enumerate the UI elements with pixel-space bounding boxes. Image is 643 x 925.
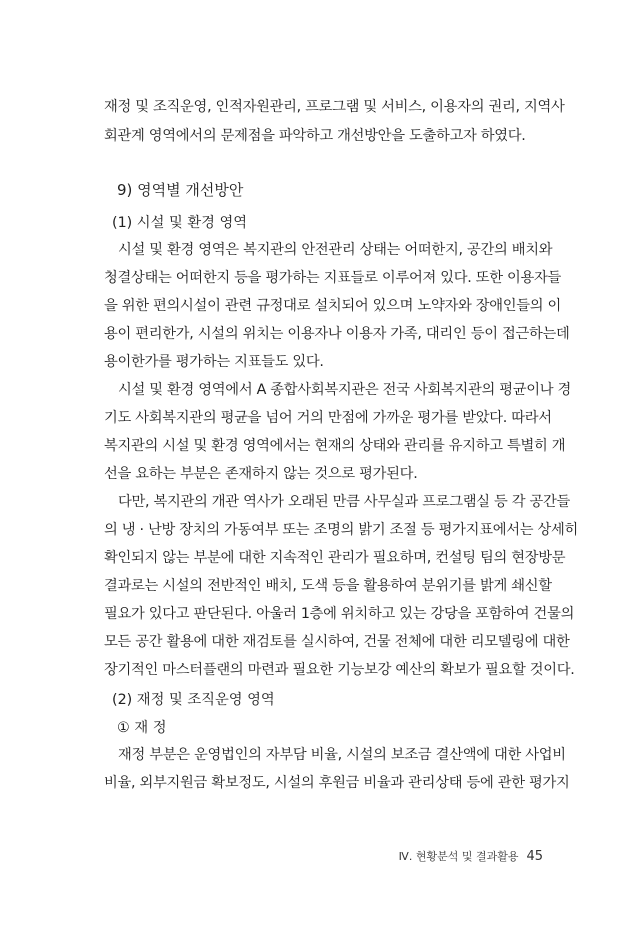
body-line: 확인되지 않는 부분에 대한 지속적인 관리가 필요하며, 컨설팅 팀의 현장방문 [104, 550, 566, 566]
body-line: 기도 사회복지관의 평균을 넘어 거의 만점에 가까운 평가를 받았다. 따라서 [104, 410, 552, 426]
body-line: 결과로는 시설의 전반적인 배치, 도색 등을 활용하여 분위기를 밝게 쇄신할 [104, 578, 552, 594]
body-line: 다만, 복지관의 개관 역사가 오래된 만큼 사무실과 프로그램실 등 각 공간들 [118, 494, 571, 510]
body-line: 장기적인 마스터플랜의 마련과 필요한 기능보강 예산의 확보가 필요할 것이다. [104, 662, 575, 678]
body-line: 재정 부분은 운영법인의 자부담 비율, 시설의 보조금 결산액에 대한 사업비 [118, 747, 566, 763]
subsection-heading: (1) 시설 및 환경 영역 [112, 215, 248, 231]
body-line: 선을 요하는 부분은 존재하지 않는 것으로 평가된다. [104, 466, 418, 482]
body-line: 청결상태는 어떠한지 등을 평가하는 지표들로 이루어져 있다. 또한 이용자들 [104, 270, 562, 286]
footer-chapter: Ⅳ. 현황분석 및 결과활용 [398, 850, 519, 863]
body-line: 모든 공간 활용에 대한 재검토를 실시하여, 건물 전체에 대한 리모델링에 대한 [104, 634, 570, 650]
numbered-item: ① 재 정 [117, 720, 167, 736]
body-line: 용이 편리한가, 시설의 위치는 이용자나 이용자 가족, 대리인 등이 접근하는데 [104, 326, 570, 342]
body-line: 필요가 있다고 판단된다. 아울러 1층에 위치하고 있는 강당을 포함하여 건물의 [104, 606, 575, 622]
body-line: 을 위한 편의시설이 관련 규정대로 설치되어 있으며 노약자와 장애인들의 이 [104, 298, 562, 314]
body-line: 의 냉 · 난방 장치의 가동여부 또는 조명의 밝기 조절 등 평가지표에서는 상세히 [104, 522, 579, 538]
body-line: 복지관의 시설 및 환경 영역에서는 현재의 상태와 관리를 유지하고 특별히 개 [104, 438, 566, 454]
body-line: 용이한가를 평가하는 지표들도 있다. [104, 354, 324, 370]
section-heading: 9) 영역별 개선방안 [117, 181, 244, 199]
body-line: 시설 및 환경 영역은 복지관의 안전관리 상태는 어떠한지, 공간의 배치와 [118, 242, 553, 258]
body-line: 재정 및 조직운영, 인적자원관리, 프로그램 및 서비스, 이용자의 권리, 지역사 [104, 99, 565, 115]
body-line: 시설 및 환경 영역에서 A 종합사회복지관은 전국 사회복지관의 평균이나 경 [118, 382, 572, 398]
body-line: 회관계 영역에서의 문제점을 파악하고 개선방안을 도출하고자 하였다. [104, 128, 526, 144]
page-number: 45 [526, 849, 543, 864]
body-line: 비율, 외부지원금 확보정도, 시설의 후원금 비율과 관리상태 등에 관한 평가지 [104, 775, 570, 791]
subsection-heading: (2) 재정 및 조직운영 영역 [112, 692, 275, 708]
page-footer [399, 848, 543, 864]
